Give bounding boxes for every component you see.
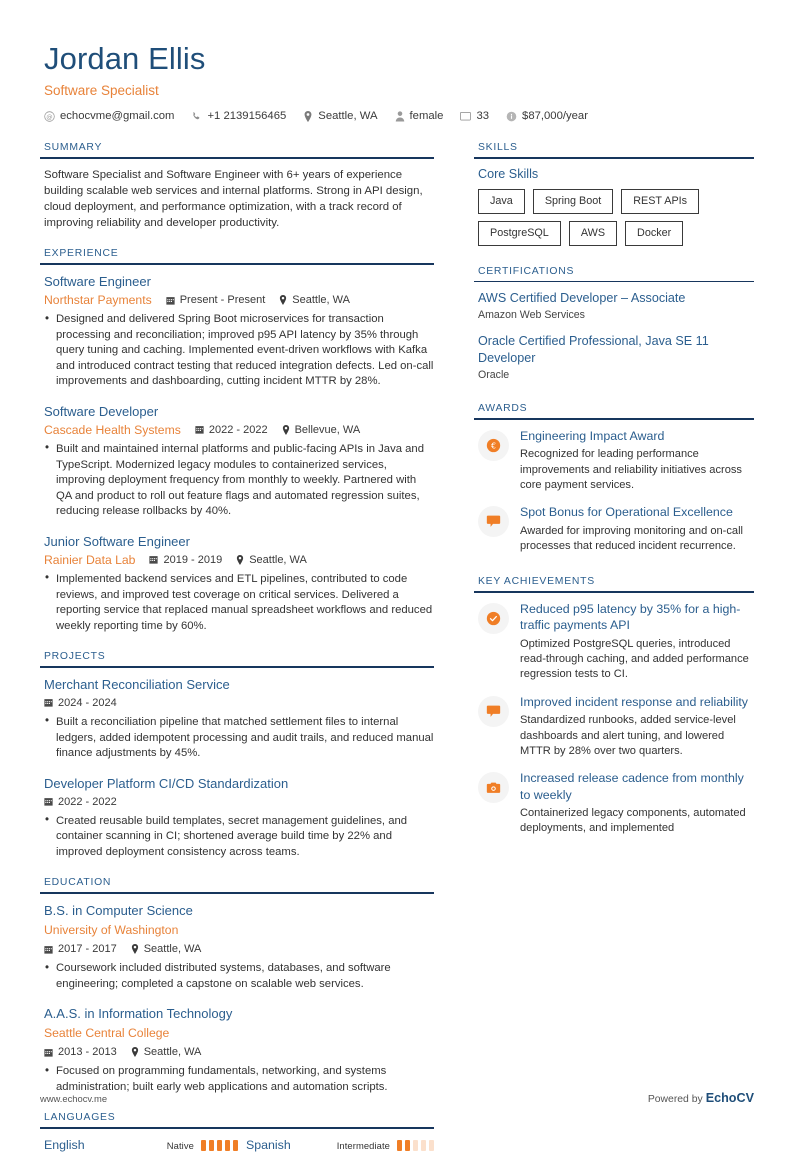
section-certifications [474, 266, 754, 384]
contact-location-value: Seattle, WA [318, 110, 378, 122]
achievement-body [520, 694, 754, 759]
email-icon [44, 111, 55, 122]
contact-gender-value: female [409, 110, 444, 122]
language-name: English [44, 1138, 85, 1153]
list-item: • Designed and delivered Spring Boot microservices for transaction processing and reconciliation; improved p95 API latency by 35% through query tuning and caching. Implemented event-driven workflows with Kafka and introduced contract testing that reduced integration defects. Led on-call improvements and dashboarding, cutting incident MTTR by 28%. [44, 312, 434, 390]
euro-coin-icon [486, 438, 501, 453]
section-title-awards: AWARDS [478, 403, 528, 415]
rating-bar [225, 1140, 230, 1151]
certification-issuer: Oracle [478, 369, 510, 382]
project-dates-value: 2024 - 2024 [58, 696, 117, 709]
project-meta [44, 794, 434, 810]
achievement-entry [474, 694, 754, 759]
award-description: Awarded for improving monitoring and on-call processes that reduced incident recurrence. [520, 524, 744, 552]
experience-entry [40, 533, 434, 634]
education-dates [44, 941, 117, 957]
footer-branding [648, 1089, 754, 1107]
award-body [520, 504, 754, 554]
section-education [40, 877, 434, 1095]
skill-chip: AWS [569, 221, 617, 246]
experience-location-value: Seattle, WA [292, 294, 350, 306]
experience-meta [44, 552, 434, 568]
language-rating [201, 1140, 238, 1151]
rating-bar [421, 1140, 426, 1151]
speech-bubble-icon [486, 514, 501, 529]
contact-salary-value: $87,000/year [522, 110, 588, 122]
certification-entry [474, 333, 754, 383]
project-title: Merchant Reconciliation Service [44, 676, 230, 692]
summary-text: Software Specialist and Software Engineer with 6+ years of experience building scalable web services and internal platforms. Strong in API design, cloud deployment, and performance optimization, with a track record of improving reliability and developer productivity. [44, 168, 423, 230]
award-description: Recognized for leading performance improvements and reliability initiatives across core payment services. [520, 448, 742, 491]
job-role-subtitle: Software Specialist [44, 83, 159, 98]
project-entry [40, 676, 434, 762]
experience-job-title: Software Developer [44, 403, 159, 419]
svg-text:€: € [490, 441, 497, 451]
language-rating [397, 1140, 434, 1151]
education-dates [44, 1044, 117, 1060]
section-divider [474, 157, 754, 159]
language-name: Spanish [245, 1138, 291, 1153]
section-title-education: EDUCATION [44, 877, 112, 889]
skill-chip: Java [478, 189, 525, 214]
contact-age-value: 33 [476, 110, 490, 122]
location-icon [236, 555, 244, 565]
rating-bar [429, 1140, 434, 1151]
award-entry [474, 504, 754, 554]
education-dates-value: 2017 - 2017 [58, 943, 117, 956]
calendar-icon [44, 945, 53, 954]
list-item: • Implemented backend services and ETL pipelines, contributed to code reviews, and improved test coverage on critical services. Delivered a reporting service that replaced manual spreadsheet workflows and reduced weekly reporting time by 60%. [44, 572, 434, 634]
section-title-skills: SKILLS [478, 142, 518, 153]
education-location-value: Seattle, WA [143, 943, 202, 956]
experience-bullets [44, 572, 434, 634]
experience-company: Rainier Data Lab [44, 552, 136, 567]
section-title-languages: LANGUAGES [44, 1112, 116, 1124]
certification-name: Oracle Certified Professional, Java SE 11 Developer [478, 334, 709, 366]
footer-brand-name: EchoCV [705, 1091, 754, 1105]
contact-location [303, 109, 377, 123]
experience-dates-value: 2019 - 2019 [163, 553, 223, 566]
certification-entry [474, 290, 754, 323]
skill-chip: PostgreSQL [478, 221, 561, 246]
experience-job-title: Software Engineer [44, 274, 151, 289]
footer-website[interactable]: www.echocv.me [40, 1093, 108, 1104]
language-level: Native [166, 1140, 194, 1152]
award-badge [478, 506, 509, 537]
experience-dates-value: Present - Present [179, 294, 266, 306]
project-dates-value: 2022 - 2022 [58, 795, 117, 808]
left-column [40, 142, 434, 1171]
achievement-badge [478, 772, 509, 803]
experience-bullets [44, 312, 434, 390]
section-title-key-achievements: KEY ACHIEVEMENTS [478, 576, 595, 588]
project-dates [44, 695, 117, 711]
rating-bar [209, 1140, 214, 1151]
list-item: • Built a reconciliation pipeline that matched settlement files to internal ledgers, added idempotent processing and audit trails, and reduced manual finance adjustments by 45%. [44, 715, 434, 762]
location-icon [279, 295, 287, 305]
award-entry [474, 428, 754, 493]
experience-dates [166, 292, 266, 308]
contact-email[interactable] [44, 109, 174, 123]
contact-gender [395, 109, 444, 123]
experience-entry [40, 403, 434, 520]
experience-location [236, 552, 307, 568]
achievement-title: Reduced p95 latency by 35% for a high-traffic payments API [520, 601, 741, 633]
salary-icon [506, 111, 517, 122]
education-dates-value: 2013 - 2013 [58, 1046, 117, 1059]
education-bullets [44, 961, 434, 992]
achievement-title: Improved incident response and reliability [520, 694, 748, 709]
contact-phone-value: +1 2139156465 [207, 110, 287, 122]
list-item: • Focused on programming fundamentals, networking, and systems administration; built early web applications and automation scripts. [44, 1064, 434, 1095]
page-title: Jordan Ellis [44, 41, 206, 76]
rating-bar [405, 1140, 410, 1151]
check-circle-icon [486, 611, 501, 626]
calendar-icon [44, 698, 53, 707]
section-title-experience: EXPERIENCE [44, 248, 119, 260]
experience-job-title: Junior Software Engineer [44, 533, 190, 549]
skills-group-label: Core Skills [478, 166, 539, 181]
skill-chip: Spring Boot [533, 189, 613, 214]
section-divider [40, 666, 434, 668]
footer-powered-by-label: Powered by [647, 1094, 703, 1105]
award-title: Engineering Impact Award [520, 428, 665, 443]
skills-chip-list [474, 189, 754, 246]
achievement-body [520, 601, 754, 683]
experience-dates [195, 422, 268, 438]
education-location-value: Seattle, WA [143, 1046, 202, 1059]
achievement-title: Increased release cadence from monthly to weekly [520, 771, 744, 802]
calendar-icon [460, 111, 471, 121]
skill-chip: Docker [625, 221, 683, 246]
project-meta [44, 695, 434, 711]
section-divider [474, 591, 754, 593]
experience-dates [149, 552, 222, 568]
experience-entry [40, 273, 434, 390]
certification-name: AWS Certified Developer – Associate [478, 291, 686, 306]
calendar-icon [166, 296, 175, 305]
language-item [44, 1137, 238, 1154]
award-badge [478, 430, 509, 461]
contact-row [44, 109, 754, 123]
education-meta [44, 1044, 434, 1060]
section-languages [40, 1112, 434, 1154]
experience-meta [44, 292, 434, 308]
achievement-entry [474, 770, 754, 837]
list-item: • Coursework included distributed systems, databases, and software engineering; completed a capstone on scalable web services. [44, 961, 434, 992]
section-title-summary: SUMMARY [44, 142, 103, 153]
rating-bar [217, 1140, 222, 1151]
rating-bar [397, 1140, 402, 1151]
award-title: Spot Bonus for Operational Excellence [520, 505, 733, 520]
contact-age [460, 109, 489, 123]
calendar-icon [149, 555, 158, 564]
experience-location-value: Seattle, WA [249, 553, 307, 566]
language-item [246, 1137, 434, 1154]
location-icon [131, 944, 139, 954]
education-school: Seattle Central College [44, 1026, 170, 1041]
right-column [474, 142, 754, 854]
achievement-entry [474, 601, 754, 683]
education-location [131, 1044, 202, 1060]
achievement-body [520, 770, 754, 837]
education-school: University of Washington [44, 923, 179, 938]
section-divider [40, 892, 434, 894]
person-icon [395, 111, 405, 122]
rating-bar [233, 1140, 238, 1151]
language-level: Intermediate [336, 1140, 390, 1152]
contact-salary [506, 109, 588, 123]
section-divider [40, 1127, 434, 1129]
certification-issuer: Amazon Web Services [478, 309, 585, 322]
phone-icon [191, 111, 202, 122]
rating-bar [201, 1140, 206, 1151]
experience-meta [44, 422, 434, 438]
education-location [131, 941, 202, 957]
experience-dates-value: 2022 - 2022 [208, 423, 268, 436]
experience-company: Cascade Health Systems [44, 422, 181, 437]
award-body [520, 428, 754, 493]
project-dates [44, 794, 117, 810]
education-meta [44, 941, 434, 957]
contact-phone[interactable] [191, 109, 286, 123]
camera-icon [486, 781, 501, 795]
section-experience [40, 248, 434, 634]
section-projects [40, 651, 434, 860]
section-title-certifications: CERTIFICATIONS [478, 265, 575, 277]
calendar-icon [44, 1048, 53, 1057]
calendar-icon [44, 797, 53, 806]
achievement-badge [478, 696, 509, 727]
section-divider [40, 157, 434, 159]
languages-row [40, 1137, 434, 1154]
rating-bar [413, 1140, 418, 1151]
achievement-description: Containerized legacy components, automated deployments, and implemented [520, 807, 746, 835]
svg-text:@: @ [46, 113, 53, 121]
section-divider [40, 263, 434, 265]
experience-company: Northstar Payments [44, 293, 152, 307]
project-bullets [44, 814, 434, 861]
section-title-projects: PROJECTS [44, 651, 106, 663]
location-icon [131, 1047, 139, 1057]
education-degree: A.A.S. in Information Technology [44, 1006, 233, 1022]
achievement-badge [478, 603, 509, 634]
list-item: • Built and maintained internal platforms and public-facing APIs in Java and TypeScript. Modernized legacy modules to containerized services, improving deployment frequency from monthly to weekly. Partnered with QA and product to roll out feature flags and automated regression suites, reducing release rollbacks by 40%. [44, 442, 434, 520]
location-icon [303, 111, 313, 122]
section-summary [40, 142, 434, 231]
section-awards [474, 403, 754, 554]
calendar-icon [195, 425, 204, 434]
section-divider [474, 418, 754, 420]
education-entry [40, 1005, 434, 1095]
speech-bubble-icon [486, 704, 501, 719]
experience-bullets [44, 442, 434, 520]
skill-chip: REST APIs [621, 189, 699, 214]
contact-email-value: echocvme@gmail.com [60, 110, 175, 122]
achievement-description: Optimized PostgreSQL queries, introduced read-through caching, and added performance regression tests to CI. [520, 637, 749, 681]
section-divider [474, 281, 754, 283]
location-icon [282, 425, 290, 435]
list-item: • Created reusable build templates, secret management guidelines, and container scanning in CI; shortened average build time by 22% and improved deployment consistency across teams. [44, 814, 434, 861]
project-entry [40, 775, 434, 861]
education-degree: B.S. in Computer Science [44, 903, 193, 919]
section-skills [474, 142, 754, 246]
experience-location [282, 422, 361, 438]
project-bullets [44, 715, 434, 762]
achievement-description: Standardized runbooks, added service-level dashboards and alert tuning, and lowered MTTR by 28% over two quarters. [520, 714, 736, 757]
resume-header [40, 40, 754, 123]
experience-location-value: Bellevue, WA [294, 423, 361, 436]
education-entry [40, 902, 434, 992]
section-key-achievements [474, 576, 754, 836]
experience-location [279, 292, 350, 308]
resume-body [40, 142, 754, 1171]
page-footer [40, 1089, 754, 1107]
project-title: Developer Platform CI/CD Standardization [44, 775, 289, 791]
